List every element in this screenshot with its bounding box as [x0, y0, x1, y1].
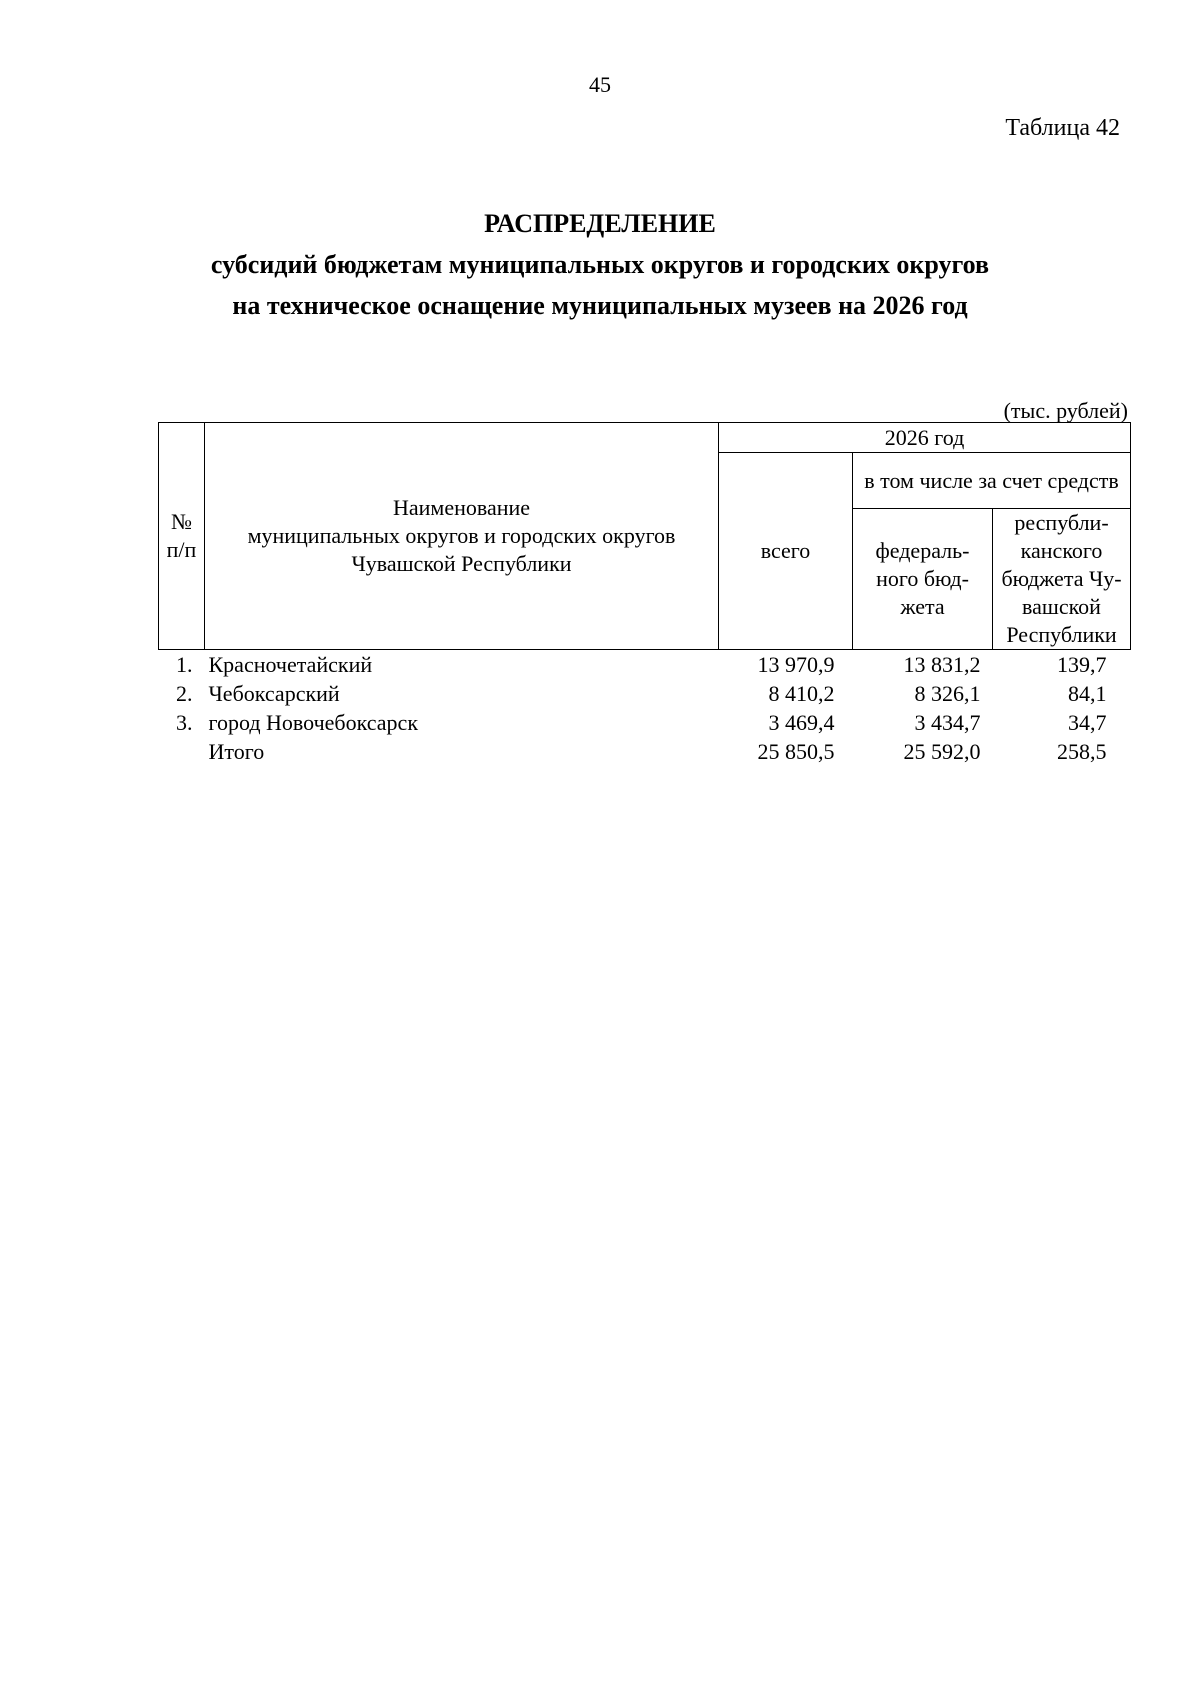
title-line-1: РАСПРЕДЕЛЕНИЕ	[484, 209, 716, 238]
row-total: 25 850,5	[757, 739, 835, 764]
row-total: 3 469,4	[768, 710, 835, 735]
header-name-line-2: муниципальных округов и городских округов	[247, 523, 676, 548]
row-name: город Новочебоксарск	[208, 710, 419, 735]
table-row-total	[159, 737, 1131, 766]
document-title	[0, 203, 1200, 326]
distribution-table	[158, 422, 1131, 766]
row-republican: 84,1	[1068, 681, 1107, 706]
row-federal: 3 434,7	[914, 710, 981, 735]
header-including: в том числе за счет средств	[853, 453, 1131, 509]
title-line-3: на техническое оснащение муниципальных музеев на 2026 год	[232, 291, 968, 320]
header-republican: республи-канского бюджета Чу-вашской Республики	[993, 509, 1131, 650]
row-total: 13 970,9	[757, 652, 835, 677]
row-num: 2.	[176, 681, 193, 706]
table-row	[159, 679, 1131, 708]
table-reference: Таблица 42	[1005, 115, 1120, 141]
units-label: (тыс. рублей)	[1003, 398, 1128, 423]
header-federal: федераль-ного бюд-жета	[853, 509, 993, 650]
page-number: 45	[589, 72, 611, 97]
row-federal: 13 831,2	[903, 652, 981, 677]
table-row	[159, 650, 1131, 680]
header-name-line-3: Чувашской Республики	[351, 551, 572, 576]
header-name-line-1: Наименование	[392, 495, 531, 520]
row-republican: 34,7	[1068, 710, 1107, 735]
row-total: 8 410,2	[768, 681, 835, 706]
header-num: № п/п	[159, 423, 205, 650]
row-name: Итого	[208, 739, 265, 764]
row-name: Чебоксарский	[208, 681, 340, 706]
header-name	[205, 423, 719, 650]
row-num: 1.	[176, 652, 193, 677]
row-federal: 8 326,1	[914, 681, 981, 706]
row-num: 3.	[176, 710, 193, 735]
title-line-2: субсидий бюджетам муниципальных округов и городских округов	[210, 250, 990, 279]
row-federal: 25 592,0	[903, 739, 981, 764]
header-total: всего	[719, 453, 853, 650]
header-year: 2026 год	[719, 423, 1131, 453]
row-republican: 258,5	[1057, 739, 1107, 764]
row-num	[159, 737, 205, 766]
row-republican: 139,7	[1057, 652, 1107, 677]
row-name: Красночетайский	[208, 652, 373, 677]
table-row	[159, 708, 1131, 737]
